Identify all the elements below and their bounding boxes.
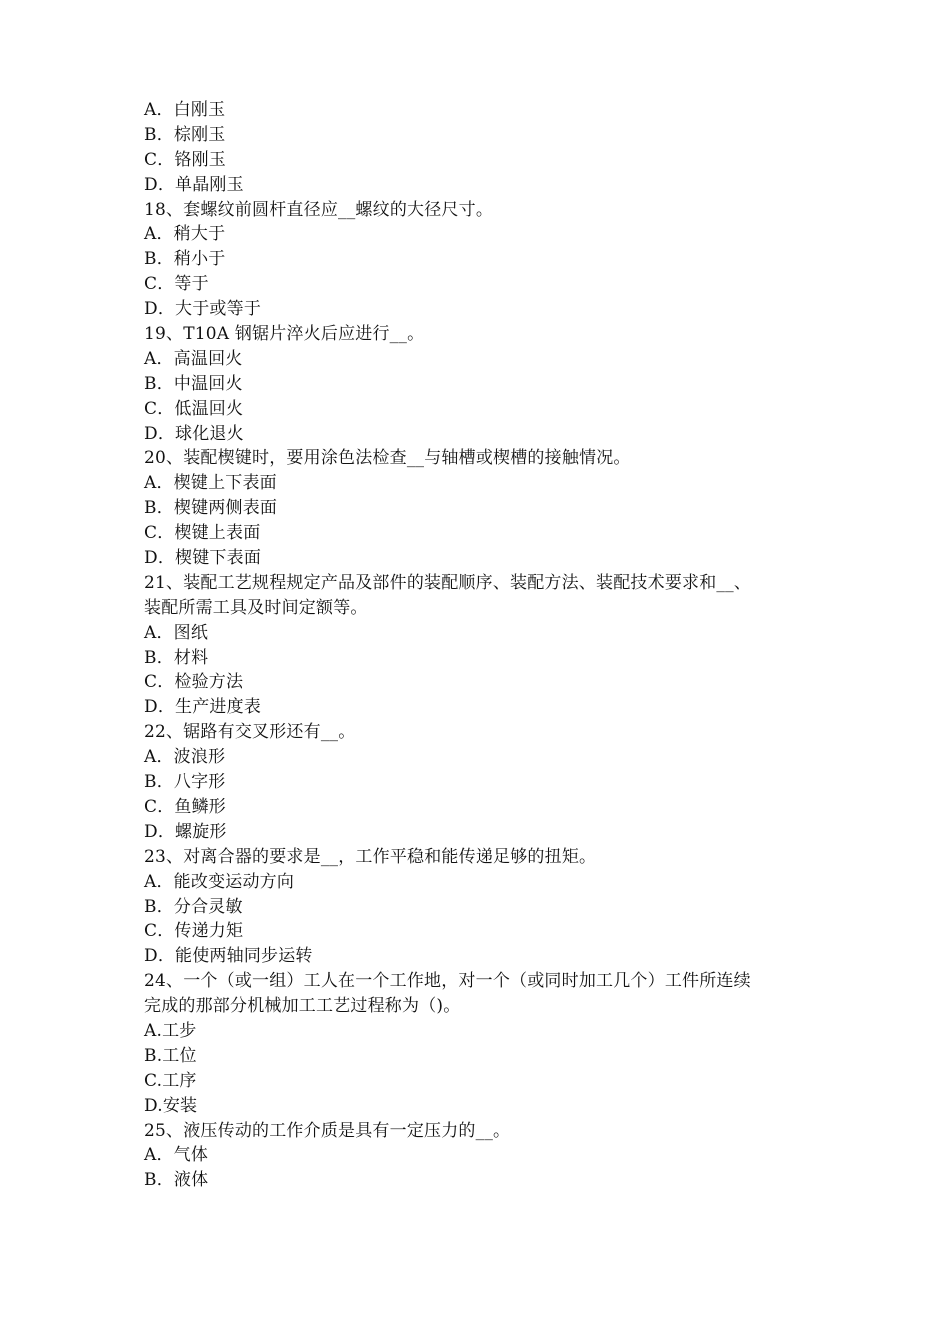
option-line: C．检验方法 (144, 672, 244, 693)
question-line: 20、装配楔键时，要用涂色法检查__与轴槽或楔槽的接触情况。 (144, 448, 631, 469)
document-body (144, 98, 834, 1193)
option-line: A．稍大于 (144, 224, 226, 245)
option-line: A．气体 (144, 1145, 209, 1166)
option-line: A.工步 (144, 1020, 197, 1041)
option-line: B．中温回火 (144, 373, 243, 394)
option-line: C．楔键上表面 (144, 523, 261, 544)
option-line: A．波浪形 (144, 747, 226, 768)
question-line: 19、T10A 钢锯片淬火后应进行__。 (144, 324, 425, 345)
option-line: A．图纸 (144, 622, 209, 643)
option-line: B．液体 (144, 1170, 209, 1191)
option-line: D．大于或等于 (144, 299, 262, 320)
question-line: 24、一个（或一组）工人在一个工作地，对一个（或同时加工几个）工件所连续 (144, 971, 751, 992)
option-line: D．螺旋形 (144, 821, 227, 842)
option-line: D．单晶刚玉 (144, 174, 244, 195)
question-line: 22、锯路有交叉形还有__。 (144, 722, 356, 743)
option-line: A．能改变运动方向 (144, 871, 295, 892)
option-line: A．楔键上下表面 (144, 473, 277, 494)
option-line: D．生产进度表 (144, 697, 262, 718)
option-line: D.安装 (144, 1095, 198, 1116)
option-line: D．楔键下表面 (144, 548, 262, 569)
question-line: 21、装配工艺规程规定产品及部件的装配顺序、装配方法、装配技术要求和__、 (144, 572, 752, 593)
option-line: C．低温回火 (144, 398, 244, 419)
option-line: B．稍小于 (144, 249, 226, 270)
option-line: A．白刚玉 (144, 100, 226, 120)
option-line: A．高温回火 (144, 348, 243, 369)
option-line: B．棕刚玉 (144, 124, 226, 145)
option-line: B.工位 (144, 1045, 197, 1066)
option-line: C.工序 (144, 1070, 197, 1091)
question-line: 装配所需工具及时间定额等。 (144, 597, 368, 618)
option-line: B．楔键两侧表面 (144, 498, 278, 519)
option-line: C．传递力矩 (144, 921, 244, 942)
question-line: 18、套螺纹前圆杆直径应__螺纹的大径尺寸。 (144, 199, 494, 220)
option-line: C．鱼鳞形 (144, 796, 227, 817)
option-line: C．铬刚玉 (144, 149, 227, 170)
option-line: D．球化退火 (144, 423, 244, 444)
question-line: 23、对离合器的要求是__，工作平稳和能传递足够的扭矩。 (144, 846, 597, 867)
option-line: B．八字形 (144, 772, 226, 793)
question-line: 完成的那部分机械加工工艺过程称为（)。 (144, 996, 461, 1017)
question-line: 25、液压传动的工作介质是具有一定压力的__。 (144, 1120, 511, 1141)
option-line: B．材料 (144, 647, 209, 668)
option-line: D．能使两轴同步运转 (144, 946, 313, 967)
option-line: B．分合灵敏 (144, 896, 243, 917)
option-line: C．等于 (144, 274, 209, 295)
